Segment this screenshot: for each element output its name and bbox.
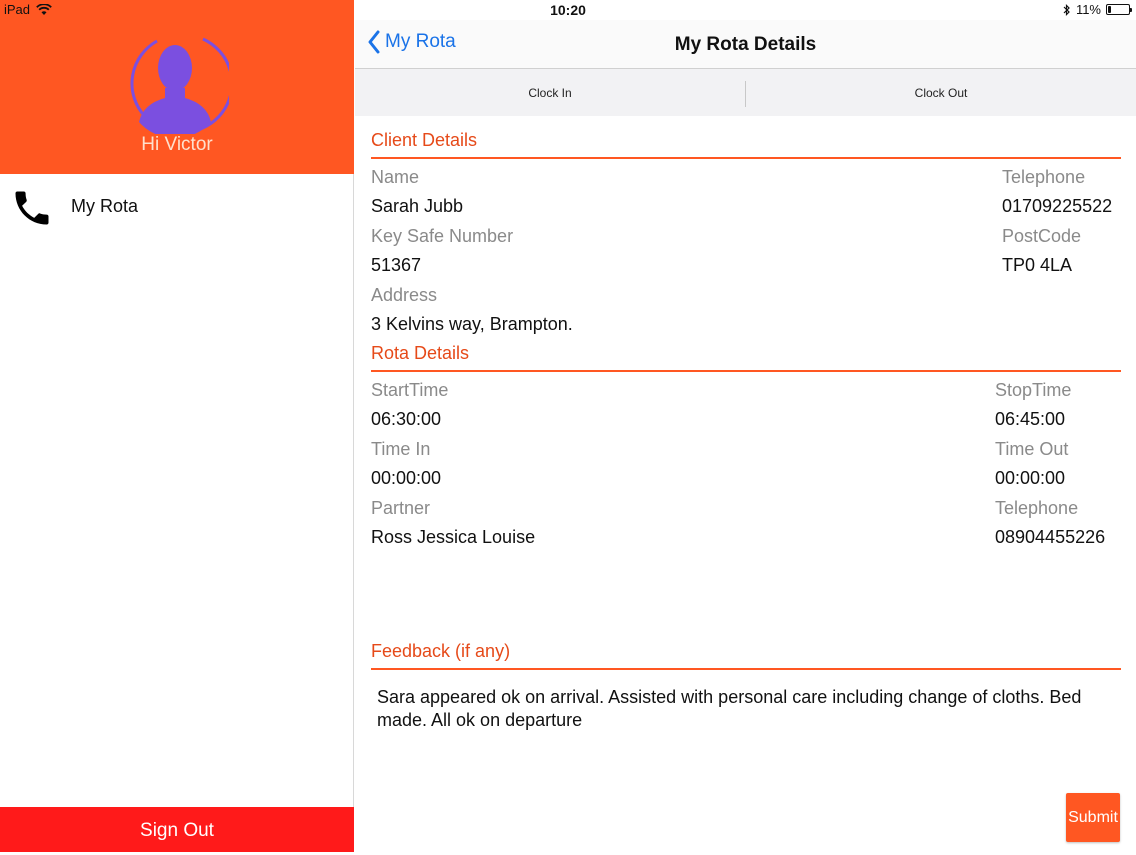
partner-value: Ross Jessica Louise: [371, 527, 536, 547]
client-telephone-value: 01709225522: [1002, 196, 1113, 216]
submit-button[interactable]: Submit: [1066, 793, 1120, 842]
stop-time-value: 06:45:00: [995, 409, 1066, 429]
section-divider: [371, 370, 1121, 372]
profile-header: [0, 0, 354, 174]
partner-label: Partner: [371, 498, 431, 518]
address-value: 3 Kelvins way, Brampton.: [371, 314, 573, 334]
rota-details-title: Rota Details: [371, 343, 470, 363]
clock-actions: [355, 69, 1136, 116]
avatar-icon: [121, 34, 229, 134]
client-name-value: Sarah Jubb: [371, 196, 464, 216]
section-divider: [371, 668, 1121, 670]
battery-percent: 11%: [1075, 2, 1101, 17]
start-time-value: 06:30:00: [371, 409, 442, 429]
page-title: My Rota Details: [674, 34, 817, 55]
partner-telephone-value: 08904455226: [995, 527, 1106, 547]
key-safe-label: Key Safe Number: [371, 226, 514, 246]
status-time: 10:20: [550, 2, 586, 18]
time-out-label: Time Out: [995, 439, 1069, 459]
section-divider: [371, 157, 1121, 159]
device-name: iPad: [4, 2, 31, 17]
feedback-textarea[interactable]: Sara appeared ok on arrival. Assisted with personal care including change of cloths. Bed made. All ok on departure: [377, 687, 1082, 730]
back-button-label: My Rota: [385, 31, 456, 52]
phone-icon: [10, 186, 54, 230]
postcode-label: PostCode: [1002, 226, 1082, 246]
main-panel: [355, 0, 1136, 852]
sidebar-item-my-rota[interactable]: [0, 182, 354, 234]
greeting-text: Hi Victor: [141, 134, 213, 155]
address-label: Address: [371, 285, 438, 305]
client-telephone-label: Telephone: [1002, 167, 1086, 187]
status-bar: [0, 0, 1136, 20]
sign-out-button[interactable]: Sign Out: [0, 807, 354, 852]
sidebar-item-label: My Rota: [71, 196, 139, 216]
client-name-label: Name: [371, 167, 420, 187]
time-out-value: 00:00:00: [995, 468, 1066, 488]
time-in-label: Time In: [371, 439, 431, 459]
time-in-value: 00:00:00: [371, 468, 442, 488]
status-right: [1063, 2, 1130, 17]
battery-icon: [1106, 4, 1130, 15]
stop-time-label: StopTime: [995, 380, 1072, 400]
clock-in-button[interactable]: Clock In: [355, 69, 745, 116]
key-safe-value: 51367: [371, 255, 422, 275]
client-details-title: Client Details: [371, 130, 478, 150]
navigation-bar: [355, 20, 1136, 69]
partner-telephone-label: Telephone: [995, 498, 1079, 518]
postcode-value: TP0 4LA: [1002, 255, 1073, 275]
start-time-label: StartTime: [371, 380, 449, 400]
sidebar: [0, 0, 354, 852]
bluetooth-icon: [1063, 4, 1071, 16]
feedback-title: Feedback (if any): [371, 641, 511, 661]
clock-out-button[interactable]: Clock Out: [746, 69, 1136, 116]
